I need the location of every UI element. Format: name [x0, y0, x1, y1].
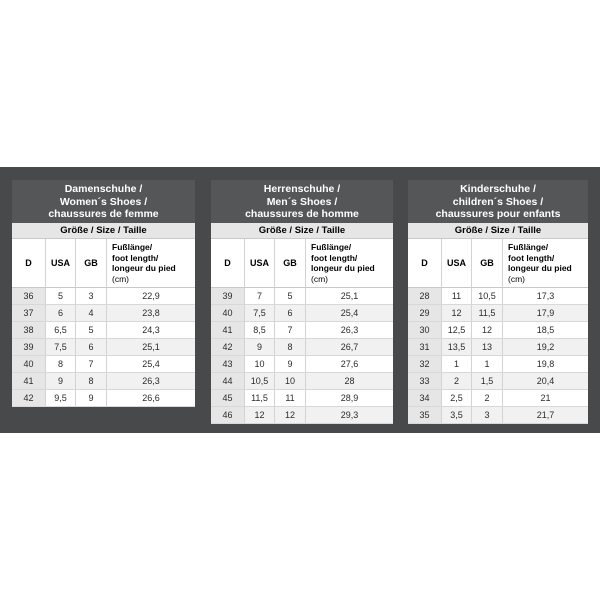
foot-length-header-line: foot length/: [112, 252, 159, 263]
table-row: [211, 305, 393, 322]
table-cell: 8,5: [245, 322, 275, 338]
table-cell: 4: [76, 305, 107, 321]
table-title: [211, 180, 393, 223]
table-cell: 25,1: [142, 342, 160, 352]
table-cell: 35: [408, 407, 442, 423]
table-cell: 25,4: [142, 359, 160, 369]
table-cell: 7: [275, 322, 306, 338]
table-cell: 39: [12, 339, 46, 355]
table-cell: 6: [46, 305, 76, 321]
table-row: [408, 407, 588, 424]
table-cell: 6: [275, 305, 306, 321]
table-row: [12, 305, 195, 322]
table-row: [211, 288, 393, 305]
foot-length-header-line: Fußlänge/: [112, 242, 153, 252]
table-row: [12, 390, 195, 407]
table-cell: 2,5: [442, 390, 472, 406]
table-cell: 8: [76, 373, 107, 389]
table-row: [211, 339, 393, 356]
table-row: [408, 322, 588, 339]
table-cell: 1: [442, 356, 472, 372]
table-cell: 29,3: [340, 410, 359, 420]
table-cell: 6: [76, 339, 107, 355]
table-cell: 43: [211, 356, 245, 372]
table-cell: 41: [211, 322, 245, 338]
table-cell: 22,9: [142, 291, 160, 301]
foot-length-header-line: Fußlänge/: [508, 242, 549, 252]
table-cell: 10,5: [472, 288, 503, 304]
table-cell: 12: [275, 407, 306, 423]
table-title-line: Men´s Shoes /: [266, 195, 338, 208]
table-cell: 33: [408, 373, 442, 389]
table-title: [12, 180, 195, 223]
table-row: [12, 373, 195, 390]
table-cell: 17,9: [536, 308, 555, 318]
table-cell: 5: [46, 288, 76, 304]
foot-length-header-line: foot length/: [508, 252, 555, 263]
table-row: [408, 356, 588, 373]
foot-length-header-line: (cm): [112, 273, 129, 284]
table-title-line: Kinderschuhe /: [460, 183, 536, 195]
foot-length-header-line: longeur du pied: [508, 263, 572, 273]
table-cell: 24,3: [142, 325, 160, 335]
childrens-size-table: [408, 180, 588, 424]
table-cell: 12: [472, 322, 503, 338]
column-header: USA: [245, 239, 275, 287]
table-cell: 3: [472, 407, 503, 423]
table-cell: 41: [12, 373, 46, 389]
table-cell: 1: [472, 356, 503, 372]
table-cell: 39: [211, 288, 245, 304]
table-cell: 26,3: [142, 376, 160, 386]
foot-length-header-line: longeur du pied: [311, 263, 375, 273]
table-row: [408, 288, 588, 305]
table-row: [408, 373, 588, 390]
table-cell: 7: [76, 356, 107, 372]
table-cell: 7,5: [46, 339, 76, 355]
table-cell: 10: [245, 356, 275, 372]
table-cell: 21: [540, 393, 551, 403]
table-title-line: Herrenschuhe /: [263, 183, 341, 195]
table-cell: 11,5: [245, 390, 275, 406]
table-title-line: chaussures de femme: [48, 208, 159, 220]
table-cell: 9: [275, 356, 306, 372]
table-row: [211, 407, 393, 424]
table-cell: 17,3: [536, 291, 555, 301]
table-cell: 37: [12, 305, 46, 321]
table-cell: 11: [275, 390, 306, 406]
table-cell: 12: [245, 407, 275, 423]
table-title-line: chaussures de homme: [245, 208, 359, 220]
table-cell: 3,5: [442, 407, 472, 423]
table-cell: 13: [472, 339, 503, 355]
table-cell: 28,9: [340, 393, 359, 403]
table-cell: 8: [275, 339, 306, 355]
table-cell: 40: [12, 356, 46, 372]
table-cell: 31: [408, 339, 442, 355]
table-title-line: chaussures pour enfants: [435, 208, 561, 220]
table-row: [211, 356, 393, 373]
table-cell: 6,5: [46, 322, 76, 338]
table-cell: 1,5: [472, 373, 503, 389]
column-header: USA: [442, 239, 472, 287]
foot-length-header-line: longeur du pied: [112, 263, 176, 273]
table-cell: 28: [344, 376, 355, 386]
table-body: [211, 288, 393, 424]
table-cell: 10: [275, 373, 306, 389]
table-title: [408, 180, 588, 223]
table-cell: 46: [211, 407, 245, 423]
table-cell: 12: [442, 305, 472, 321]
table-title-line: Damenschuhe /: [64, 183, 143, 195]
table-cell: 34: [408, 390, 442, 406]
table-cell: 25,1: [340, 291, 359, 301]
table-cell: 2: [442, 373, 472, 389]
table-cell: 27,6: [340, 359, 359, 369]
size-label: Größe / Size / Taille: [408, 223, 588, 239]
column-header: GB: [76, 239, 107, 287]
foot-length-header: [107, 239, 195, 287]
table-cell: 20,4: [536, 376, 555, 386]
table-cell: 40: [211, 305, 245, 321]
mens-size-table: [211, 180, 393, 424]
foot-length-header-line: (cm): [311, 273, 328, 284]
table-cell: 44: [211, 373, 245, 389]
table-cell: 45: [211, 390, 245, 406]
table-cell: 36: [12, 288, 46, 304]
table-row: [12, 356, 195, 373]
table-cell: 23,8: [142, 308, 160, 318]
table-cell: 38: [12, 322, 46, 338]
column-header-row: [211, 239, 393, 288]
table-title-line: children´s Shoes /: [452, 195, 544, 208]
column-header-row: [408, 239, 588, 288]
table-cell: 9: [76, 390, 107, 406]
table-cell: 9: [46, 373, 76, 389]
table-cell: 26,7: [340, 342, 359, 352]
table-cell: 8: [46, 356, 76, 372]
table-row: [211, 322, 393, 339]
table-cell: 7,5: [245, 305, 275, 321]
column-header: D: [211, 239, 245, 287]
table-row: [12, 322, 195, 339]
foot-length-header-line: foot length/: [311, 252, 358, 263]
column-header: USA: [46, 239, 76, 287]
table-cell: 12,5: [442, 322, 472, 338]
table-cell: 19,8: [536, 359, 555, 369]
table-cell: 7: [245, 288, 275, 304]
table-cell: 5: [76, 322, 107, 338]
table-cell: 9,5: [46, 390, 76, 406]
table-cell: 26,3: [340, 325, 359, 335]
table-row: [12, 339, 195, 356]
table-row: [408, 390, 588, 407]
column-header: GB: [275, 239, 306, 287]
table-cell: 9: [245, 339, 275, 355]
table-row: [408, 339, 588, 356]
size-label: Größe / Size / Taille: [12, 223, 195, 239]
foot-length-header: [306, 239, 393, 287]
table-row: [408, 305, 588, 322]
table-body: [12, 288, 195, 407]
foot-length-header: [503, 239, 588, 287]
table-cell: 3: [76, 288, 107, 304]
table-cell: 25,4: [340, 308, 359, 318]
column-header: GB: [472, 239, 503, 287]
table-cell: 19,2: [536, 342, 555, 352]
table-cell: 2: [472, 390, 503, 406]
table-cell: 11,5: [472, 305, 503, 321]
table-cell: 11: [442, 288, 472, 304]
womens-size-table: [12, 180, 195, 407]
foot-length-header-line: Fußlänge/: [311, 242, 352, 252]
table-cell: 18,5: [536, 325, 555, 335]
foot-length-header-line: (cm): [508, 273, 525, 284]
size-label: Größe / Size / Taille: [211, 223, 393, 239]
table-title-line: Women´s Shoes /: [59, 195, 148, 208]
table-cell: 10,5: [245, 373, 275, 389]
table-cell: 32: [408, 356, 442, 372]
column-header: D: [12, 239, 46, 287]
table-cell: 13,5: [442, 339, 472, 355]
column-header-row: [12, 239, 195, 288]
table-body: [408, 288, 588, 424]
table-cell: 42: [211, 339, 245, 355]
table-row: [211, 373, 393, 390]
table-cell: 26,6: [142, 393, 160, 403]
table-cell: 42: [12, 390, 46, 406]
table-cell: 28: [408, 288, 442, 304]
table-cell: 5: [275, 288, 306, 304]
table-row: [211, 390, 393, 407]
table-row: [12, 288, 195, 305]
table-cell: 30: [408, 322, 442, 338]
table-cell: 29: [408, 305, 442, 321]
table-cell: 21,7: [536, 410, 555, 420]
column-header: D: [408, 239, 442, 287]
